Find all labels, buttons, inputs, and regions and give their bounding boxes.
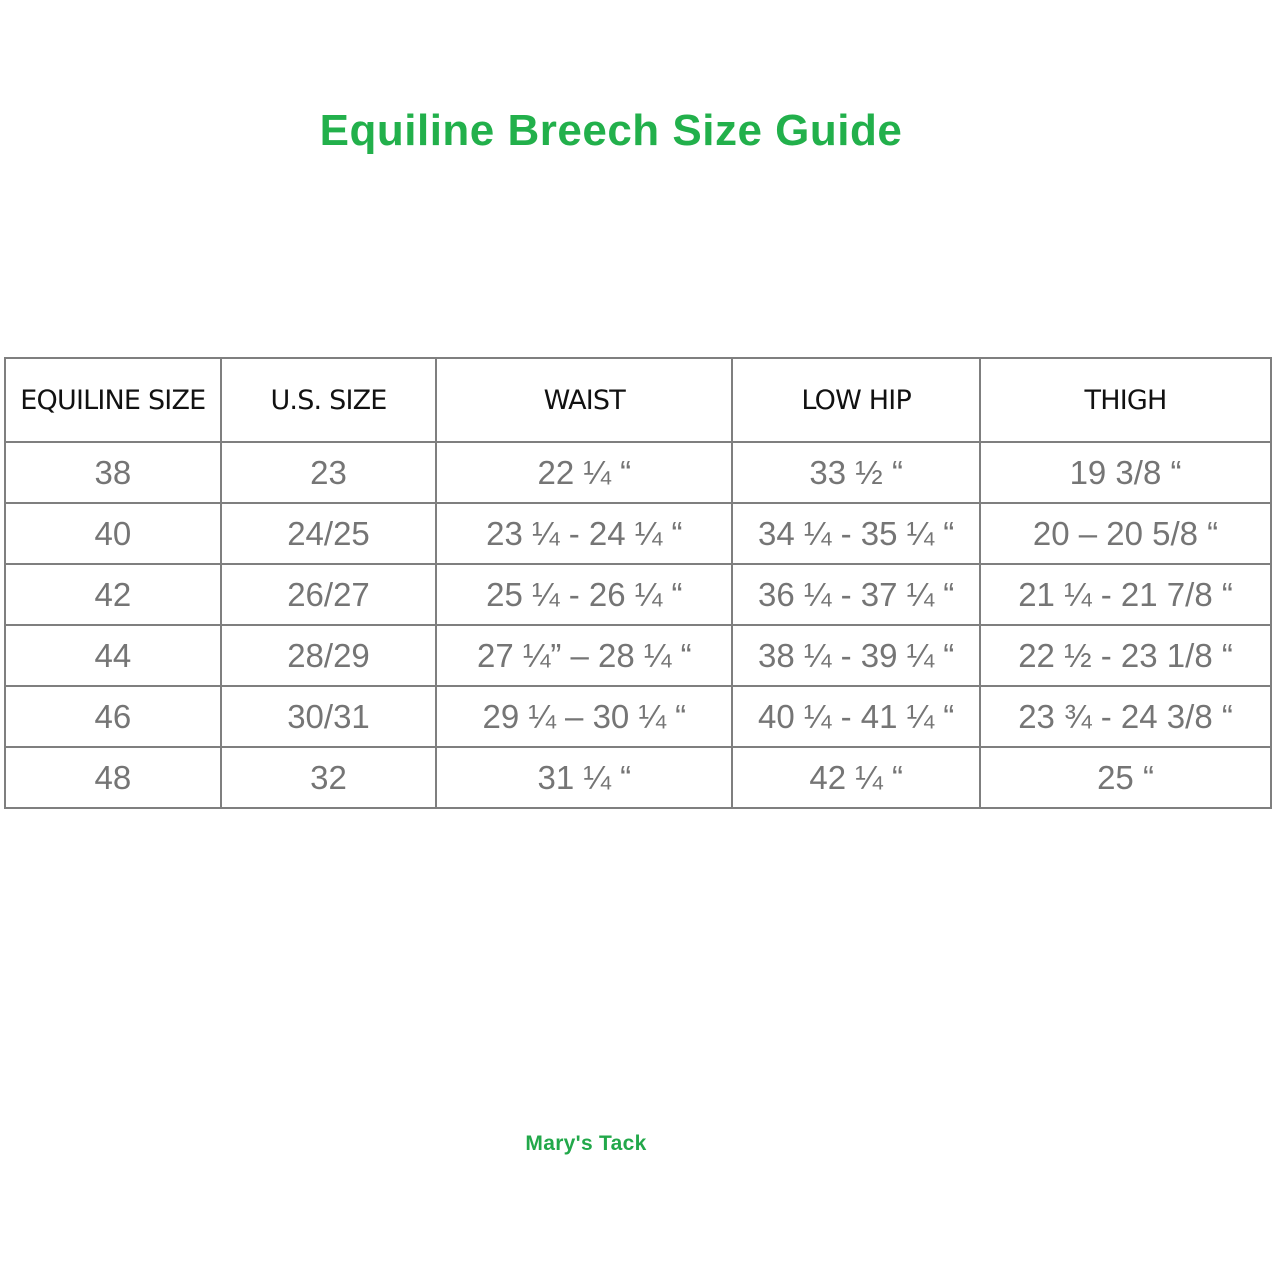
table-row [5,625,1271,686]
cell-low-hip: 34 ¼ - 35 ¼ “ [732,503,980,564]
brand-name: Mary's Tack [525,1132,647,1155]
header-us-size: U.S. SIZE [221,358,437,442]
cell-waist: 27 ¼” – 28 ¼ “ [436,625,732,686]
cell-us-size: 30/31 [221,686,437,747]
cell-us-size: 24/25 [221,503,437,564]
cell-us-size: 28/29 [221,625,437,686]
cell-thigh: 25 “ [980,747,1271,808]
cell-equiline-size: 42 [5,564,221,625]
page-title: Equiline Breech Size Guide [319,106,903,155]
cell-low-hip: 36 ¼ - 37 ¼ “ [732,564,980,625]
cell-equiline-size: 48 [5,747,221,808]
header-equiline-size: EQUILINE SIZE [5,358,221,442]
cell-us-size: 23 [221,442,437,503]
cell-low-hip: 33 ½ “ [732,442,980,503]
cell-low-hip: 40 ¼ - 41 ¼ “ [732,686,980,747]
cell-thigh: 22 ½ - 23 1/8 “ [980,625,1271,686]
cell-low-hip: 42 ¼ “ [732,747,980,808]
cell-thigh: 23 ¾ - 24 3/8 “ [980,686,1271,747]
cell-equiline-size: 40 [5,503,221,564]
cell-equiline-size: 46 [5,686,221,747]
header-low-hip: LOW HIP [732,358,980,442]
cell-equiline-size: 38 [5,442,221,503]
cell-thigh: 21 ¼ - 21 7/8 “ [980,564,1271,625]
cell-waist: 22 ¼ “ [436,442,732,503]
table-row [5,442,1271,503]
cell-equiline-size: 44 [5,625,221,686]
cell-thigh: 20 – 20 5/8 “ [980,503,1271,564]
header-waist: WAIST [436,358,732,442]
table-row [5,564,1271,625]
cell-us-size: 26/27 [221,564,437,625]
table-header-row [5,358,1271,442]
table-row [5,503,1271,564]
cell-us-size: 32 [221,747,437,808]
cell-waist: 23 ¼ - 24 ¼ “ [436,503,732,564]
cell-waist: 29 ¼ – 30 ¼ “ [436,686,732,747]
cell-waist: 25 ¼ - 26 ¼ “ [436,564,732,625]
header-thigh: THIGH [980,358,1271,442]
table-row [5,686,1271,747]
cell-low-hip: 38 ¼ - 39 ¼ “ [732,625,980,686]
table-row [5,747,1271,808]
size-guide-table [4,357,1272,809]
cell-thigh: 19 3/8 “ [980,442,1271,503]
cell-waist: 31 ¼ “ [436,747,732,808]
